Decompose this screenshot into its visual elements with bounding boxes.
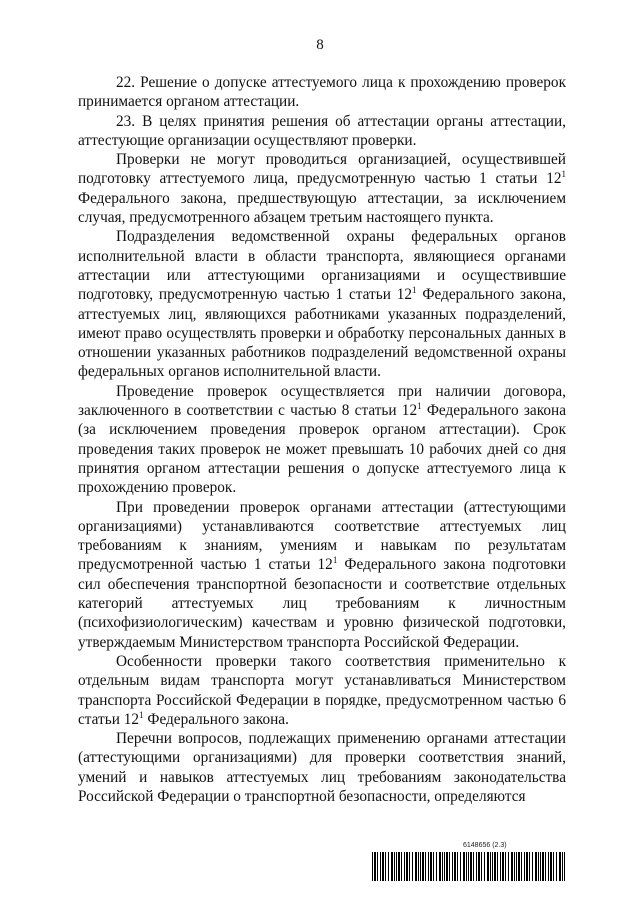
paragraph-text: Проведение проверок осуществляется при наличии договора, заключенного в соответствии с частью 8 статьи 12 [78,382,566,420]
superscript: 1 [139,709,144,720]
superscript: 1 [561,169,566,180]
paragraph-question-lists [78,729,566,806]
page-number: 8 [316,37,324,53]
paragraph-text: При проведении проверок органами аттестации (аттестующими организациями) устанавливаются соответствие аттестуемых лиц требованиям к знаниям, умениям и навыкам по результатам предусмотренной частью 1 статьи 12 [78,498,566,574]
paragraph-text: Перечни вопросов, подлежащих применению органами аттестации (аттестующими организациями) для проверки соответствия знаний, умений и навыков аттестуемых лиц требованиям законодательства Российской Федерации о транспортной безопасности, определяются [78,730,566,805]
paragraph-transport-specifics [78,652,566,729]
paragraph-contract [78,382,566,498]
barcode-image [372,852,565,881]
paragraph-security-units [78,227,566,381]
paragraph-text: 22. Решение о допуске аттестуемого лица к прохождению проверок принимается органом аттестации. [78,74,566,111]
paragraph-text: Особенности проверки такого соответствия применительно к отдельным видам транспорта могут устанавливаться Министерством транспорта Российской Федерации в порядке, предусмотренном частью 6 статьи 12 [78,652,566,728]
paragraph-text: Федерального закона. [143,710,289,728]
superscript: 1 [332,555,338,566]
paragraph-text: Подразделения ведомственной охраны федеральных органов исполнительной власти в области транспорта, являющиеся органами аттестации или аттестующими организациями и осуществившие подготовку, предусмотренную частью 1 статьи 12 [78,228,566,304]
paragraph-text: Федерального закона, аттестуемых лиц, являющихся работниками указанных подразделений, имеют право осуществлять проверки и обработку персональных данных в отношении указанных работников подразделений ведомственной охраны федеральных органов исполнительной власти. [78,286,566,381]
paragraph-22 [78,73,566,112]
paragraph-compliance [78,498,566,652]
superscript: 1 [417,401,422,412]
document-body [78,73,566,806]
superscript: 1 [412,285,417,296]
paragraph-checks-restriction [78,150,566,227]
paragraph-text: Проверки не могут проводиться организацией, осуществившей подготовку аттестуемого лица, предусмотренную частью 1 статьи 12 [78,151,566,188]
paragraph-text: Федерального закона (за исключением проведения проверок органом аттестации). Срок проведения таких проверок не может превышать 10 рабочих дней со дня принятия органом аттестации решения о допуске аттестуемого лица к прохождению проверок. [78,402,566,497]
paragraph-23 [78,112,566,151]
paragraph-text: 23. В целях принятия решения об аттестации органы аттестации, аттестующие организации осуществляют проверки. [78,112,566,149]
paragraph-text: Федерального закона, предшествующую аттестации, за исключением случая, предусмотренного абзацем третьим настоящего пункта. [78,189,566,227]
barcode-code: 6148656 (2.3) [463,842,507,849]
paragraph-text: Федерального закона подготовки сил обеспечения транспортной безопасности и соответствие отдельных категорий аттестуемых лиц требованиям к личностным (психофизиологическим) качествам и уровню физической подготовки, утверждаемым Министерством транспорта Российской Федерации. [78,556,566,651]
